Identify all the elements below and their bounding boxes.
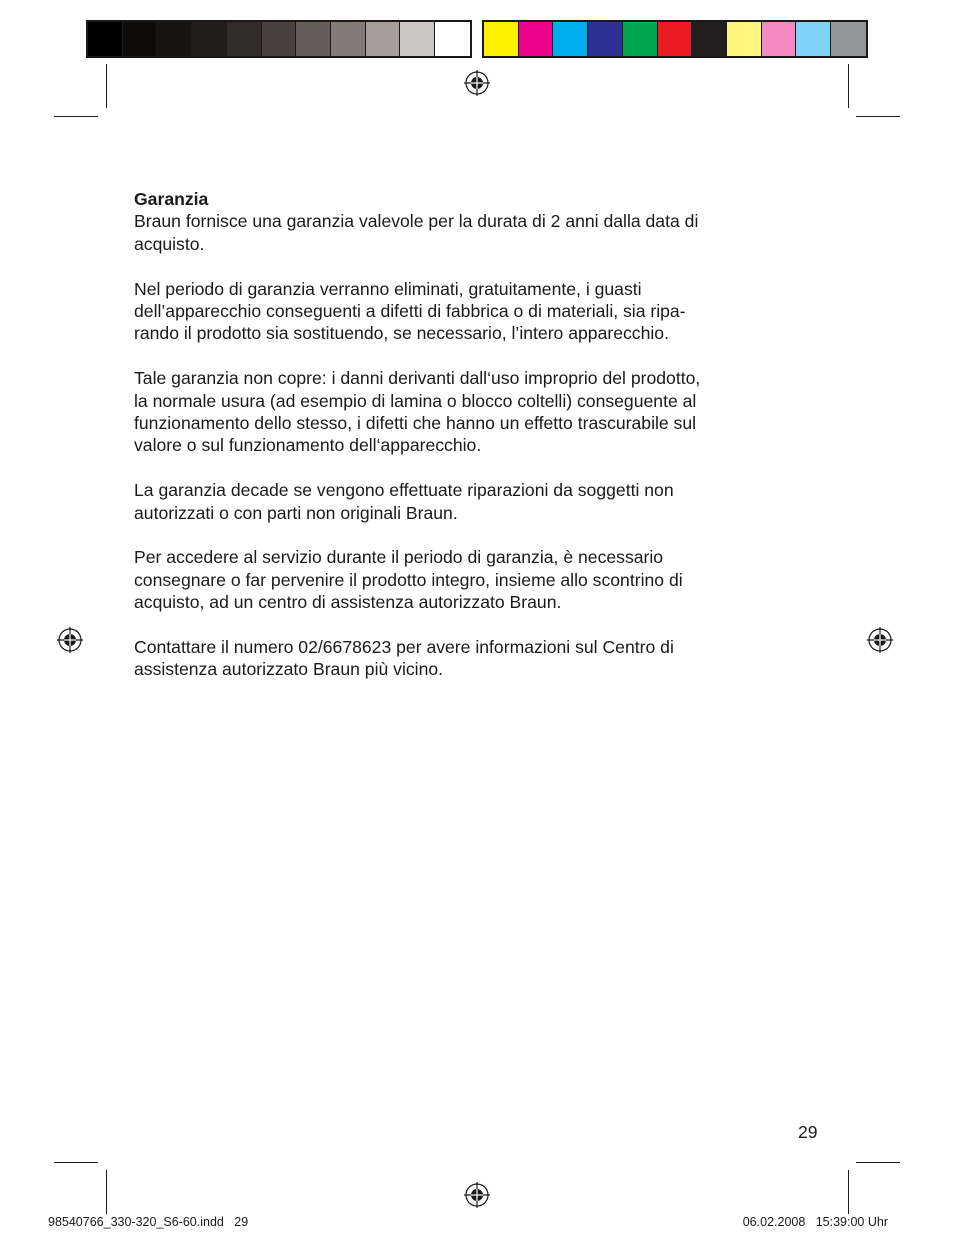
color-swatch (796, 22, 831, 56)
section-heading: Garanzia (134, 189, 209, 209)
color-swatch (157, 22, 192, 56)
color-calibration-strip (482, 20, 868, 58)
color-swatch (296, 22, 331, 56)
color-swatch (831, 22, 866, 56)
slug-file-info: 98540766_330-320_S6-60.indd 29 (48, 1215, 249, 1229)
warranty-text-block (134, 188, 814, 703)
paragraph: Braun fornisce una garanzia valevole per la durata di 2 anni dalla data di acquisto. (134, 211, 699, 254)
color-swatch (123, 22, 158, 56)
crop-mark-bottom-right-vertical (848, 1170, 849, 1214)
registration-target-icon (867, 627, 893, 653)
color-swatch (762, 22, 797, 56)
color-swatch (400, 22, 435, 56)
slug-datetime: 06.02.2008 15:39:00 Uhr (742, 1215, 888, 1229)
color-swatch (484, 22, 519, 56)
registration-target-icon (464, 1182, 490, 1208)
registration-target-icon (464, 70, 490, 96)
crop-mark-top-right-vertical (848, 64, 849, 108)
color-swatch (658, 22, 693, 56)
color-swatch (331, 22, 366, 56)
color-swatch (227, 22, 262, 56)
color-swatch (435, 22, 470, 56)
color-swatch (88, 22, 123, 56)
registration-target-icon (57, 627, 83, 653)
crop-mark-top-right-horizontal (856, 116, 900, 117)
color-swatch (553, 22, 588, 56)
page-number: 29 (798, 1122, 818, 1142)
color-swatch (623, 22, 658, 56)
color-swatch (519, 22, 554, 56)
color-swatch (727, 22, 762, 56)
color-swatch (192, 22, 227, 56)
color-swatch (588, 22, 623, 56)
crop-mark-top-left-vertical (106, 64, 107, 108)
crop-mark-bottom-left-horizontal (54, 1162, 98, 1163)
crop-mark-bottom-right-horizontal (856, 1162, 900, 1163)
crop-mark-top-left-horizontal (54, 116, 98, 117)
paragraph: Contattare il numero 02/6678623 per avere informazioni sul Centro di assistenza autorizzato Braun più vicino. (134, 637, 674, 680)
paragraph: Tale garanzia non copre: i danni derivanti dall‘uso improprio del prodotto, la normale usura (ad esempio di lamina o blocco coltelli) conseguente al funzionamento dello stesso, i difetti che hanno un effetto trascurabile sul valore o sul funzionamento dell‘apparecchio. (134, 368, 701, 456)
color-swatch (262, 22, 297, 56)
grayscale-calibration-strip (86, 20, 472, 58)
color-swatch (366, 22, 401, 56)
paragraph: Nel periodo di garanzia verranno eliminati, gratuitamente, i guasti dell’apparecchio conseguenti a difetti di fabbrica o di materiali, sia ripa- rando il prodotto sia sostituendo, se necessario, l’intero apparecchio. (134, 278, 686, 344)
paragraph: Per accedere al servizio durante il periodo di garanzia, è necessario consegnare o far pervenire il prodotto integro, insieme allo scontrino di acquisto, ad un centro di assistenza autorizzato Braun. (134, 547, 683, 613)
crop-mark-bottom-left-vertical (106, 1170, 107, 1214)
paragraph: La garanzia decade se vengono effettuate riparazioni da soggetti non autorizzati o con parti non originali Braun. (134, 480, 674, 523)
color-swatch (692, 22, 727, 56)
